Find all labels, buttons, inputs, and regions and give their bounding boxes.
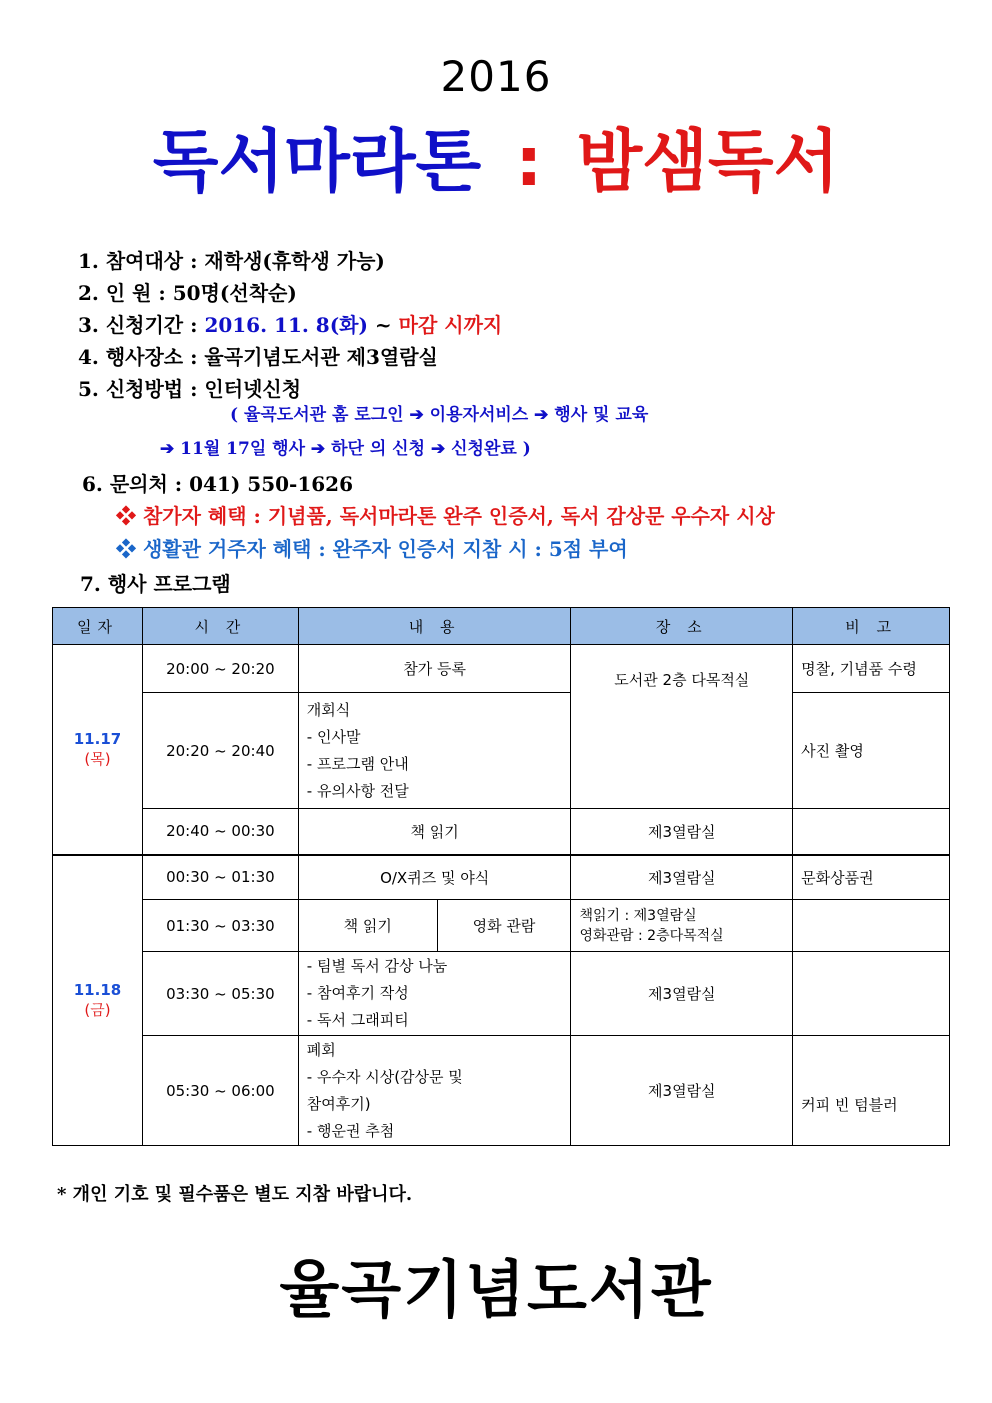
content-line: - 행운권 추첨 (306, 1121, 395, 1140)
content-cell (298, 1036, 571, 1146)
content-cell (298, 952, 571, 1036)
period-date: 2016. 11. 8(화) (204, 313, 368, 337)
date-cell-day2 (53, 855, 143, 1146)
info-venue: 4. 행사장소 : 율곡기념도서관 제3열람실 (78, 345, 438, 369)
content-line: - 프로그램 안내 (306, 754, 409, 773)
content-line: - 참여후기 작성 (306, 984, 409, 1002)
content-line: - 독서 그래피티 (306, 1011, 409, 1029)
time-cell: 20:00 ~ 20:20 (142, 645, 298, 693)
method-steps-line1: ( 율곡도서관 홈 로그인 ➔ 이용자서비스 ➔ 행사 및 교육 (230, 405, 649, 425)
place-cell: 제3열람실 (571, 952, 793, 1036)
place-cell (571, 900, 793, 952)
header-time: 시 간 (142, 608, 298, 645)
note-cell (793, 900, 950, 952)
date-day2: 11.18 (73, 980, 122, 999)
content-line: 개회식 (306, 700, 351, 719)
time-cell: 20:20 ~ 20:40 (142, 693, 298, 809)
time-cell: 01:30 ~ 03:30 (142, 900, 298, 952)
program-table (52, 607, 950, 1146)
info-contact: 6. 문의처 : 041) 550-1626 (82, 472, 353, 496)
time-cell: 03:30 ~ 05:30 (142, 952, 298, 1036)
time-cell: 00:30 ~ 01:30 (142, 855, 298, 900)
benefit-participants: ❖ 참가자 혜택 : 기념품, 독서마라톤 완주 인증서, 독서 감상문 우수자 시상 (116, 504, 775, 528)
table-row (53, 645, 950, 693)
header-note: 비 고 (793, 608, 950, 645)
title-red: 밤샘독서 (576, 123, 840, 202)
content-cell-movie: 영화 관람 (437, 900, 571, 952)
period-tilde: ~ (367, 313, 399, 337)
note-cell (793, 809, 950, 855)
table-row (53, 693, 950, 809)
content-line: 폐회 (306, 1040, 336, 1059)
note-cell: 커피 빈 텀블러 (793, 1036, 950, 1146)
place-cell: 제3열람실 (571, 809, 793, 855)
info-method: 5. 신청방법 : 인터넷신청 (78, 377, 302, 401)
content-line: - 팀별 독서 감상 나눔 (306, 957, 448, 975)
title-blue: 독서마라톤 (152, 123, 482, 202)
content-cell: 책 읽기 (298, 809, 571, 855)
weekday-day2: (금) (84, 1000, 111, 1019)
place-line: 책읽기 : 제3열람실 (579, 907, 697, 924)
place-cell: 제3열람실 (571, 855, 793, 900)
table-row (53, 952, 950, 1036)
period-end: 마감 시까지 (398, 313, 503, 337)
content-line: - 유의사항 전달 (306, 781, 409, 800)
note-cell: 문화상품권 (793, 855, 950, 900)
content-line: - 우수자 시상(감상문 및 (306, 1067, 463, 1086)
time-cell: 05:30 ~ 06:00 (142, 1036, 298, 1146)
method-steps-line2: ➔ 11월 17일 행사 ➔ 하단 의 신청 ➔ 신청완료 ) (160, 439, 531, 459)
table-row (53, 809, 950, 855)
info-capacity: 2. 인 원 : 50명(선착순) (78, 281, 297, 305)
year-heading: 2016 (440, 52, 552, 101)
table-row (53, 855, 950, 900)
event-title (0, 118, 992, 208)
header-date: 일자 (53, 608, 143, 645)
table-row (53, 1036, 950, 1146)
note-cell: 사진 촬영 (793, 693, 950, 809)
benefit-dormitory: ❖ 생활관 거주자 혜택 : 완주자 인증서 지참 시 : 5점 부여 (116, 537, 628, 561)
library-name-footer: 율곡기념도서관 (279, 1253, 713, 1326)
content-cell: O/X퀴즈 및 야식 (298, 855, 571, 900)
date-day1: 11.17 (73, 729, 122, 748)
info-target: 1. 참여대상 : 재학생(휴학생 가능) (78, 249, 385, 273)
title-colon: : (515, 123, 543, 202)
content-cell-reading: 책 읽기 (298, 900, 437, 952)
content-cell: 참가 등록 (298, 645, 571, 693)
period-label: 3. 신청기간 : (78, 313, 205, 337)
footnote: * 개인 기호 및 필수품은 별도 지참 바랍니다. (57, 1184, 413, 1205)
place-cell: 제3열람실 (571, 1036, 793, 1146)
weekday-day1: (목) (84, 749, 111, 768)
note-cell: 명찰, 기념품 수령 (793, 645, 950, 693)
info-program: 7. 행사 프로그램 (80, 572, 231, 596)
header-content: 내 용 (298, 608, 571, 645)
note-cell (793, 952, 950, 1036)
time-cell: 20:40 ~ 00:30 (142, 809, 298, 855)
place-cell: 도서관 2층 다목적실 (571, 645, 793, 809)
content-cell (298, 693, 571, 809)
place-line: 영화관람 : 2층다목적실 (579, 927, 724, 944)
header-place: 장 소 (571, 608, 793, 645)
table-row (53, 900, 950, 952)
table-header-row (53, 608, 950, 645)
content-line: - 인사말 (306, 727, 361, 746)
date-cell-day1 (53, 645, 143, 855)
content-line: 참여후기) (306, 1094, 371, 1113)
info-period (78, 309, 502, 338)
